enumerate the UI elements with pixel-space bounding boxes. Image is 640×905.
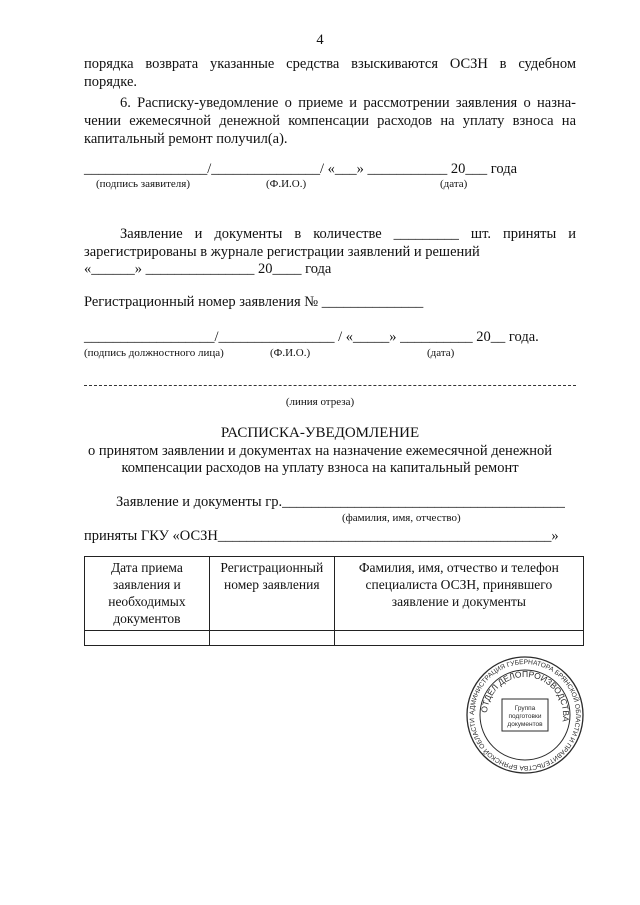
cut-line [84, 385, 576, 386]
cut-line-caption: (линия отреза) [285, 396, 355, 408]
receipt-accepted-by-line: приняты ГКУ «ОСЗН______________________________________________» [84, 528, 559, 544]
para-top-line-1: порядка возврата указанные средства взыскиваются ОСЗН в судебном [84, 56, 576, 72]
receipt-title: РАСПИСКА-УВЕДОМЛЕНИЕ [220, 425, 420, 441]
department-stamp-seal [445, 654, 605, 776]
accepted-line-1: Заявление и документы в количестве _________ шт. приняты и [120, 226, 576, 242]
stamp-ring-text: АДМИНИСТРАЦИЯ ГУБЕРНАТОРА БРЯНСКОЙ ОБЛАСТИ И ПРАВИТЕЛЬСТВА БРЯНСКОЙ ОБЛАСТИ [468, 658, 582, 772]
receipt-docs-from-line: Заявление и документы гр._______________________________________ [116, 494, 565, 510]
stamp-inner-text: ОТДЕЛ ДЕЛОПРОИЗВОДСТВА [478, 668, 572, 723]
accepted-line-3: «______» _______________ 20____ года [84, 261, 332, 277]
receipt-fio-caption: (фамилия, имя, отчество) [342, 512, 461, 524]
caption-applicant-date: (дата) [440, 178, 468, 190]
caption-official-fio: (Ф.И.О.) [270, 347, 311, 359]
header-specialist-line-1: Фамилия, имя, отчество и телефон [358, 560, 559, 575]
empty-cell-date[interactable] [85, 631, 210, 646]
header-date-line-3: необходимых [108, 594, 186, 609]
receipt-table-header-row [85, 557, 584, 631]
accepted-line-2: зарегистрированы в журнале регистрации заявлений и решений [84, 244, 480, 260]
header-date-line-2: заявления и [113, 577, 181, 592]
receipt-table-empty-row [85, 631, 584, 646]
official-signature-line: __________________/________________ / «_____» __________ 20__ года. [84, 329, 539, 345]
registration-number-line: Регистрационный номер заявления № ______________ [84, 294, 424, 310]
empty-cell-specialist[interactable] [334, 631, 583, 646]
para6-line-1: 6. Расписку-уведомление о приеме и рассмотрении заявления о назна- [120, 95, 576, 111]
header-specialist-line-3: заявление и документы [391, 594, 526, 609]
stamp-box-line-3: документов [507, 721, 543, 728]
stamp-box-line-1: Группа [514, 705, 536, 712]
receipt-table [84, 556, 584, 646]
caption-official-date: (дата) [427, 347, 455, 359]
header-registration-number [209, 557, 334, 631]
caption-applicant-signature: (подпись заявителя) [96, 178, 191, 190]
stamp-box-line-2: подготовки [508, 713, 542, 720]
header-specialist [334, 557, 583, 631]
header-reg-line-1: Регистрационный [220, 560, 324, 575]
receipt-subtitle-line-2: компенсации расходов на уплату взноса на капитальный ремонт [121, 460, 519, 476]
header-reg-line-2: номер заявления [224, 577, 320, 592]
header-date-received [85, 557, 210, 631]
page-number: 4 [316, 32, 324, 48]
header-date-line-1: Дата приема [110, 560, 183, 575]
header-date-line-4: документов [113, 611, 181, 626]
caption-applicant-fio: (Ф.И.О.) [266, 178, 307, 190]
caption-official-signature: (подпись должностного лица) [84, 347, 224, 359]
header-specialist-line-2: специалиста ОСЗН, принявшего [365, 577, 553, 592]
receipt-subtitle-line-1: о принятом заявлении и документах на назначение ежемесячной денежной [87, 443, 553, 459]
para-top-line-2: порядке. [84, 74, 138, 90]
empty-cell-reg-number[interactable] [209, 631, 334, 646]
applicant-signature-line: _________________/_______________/ «___» ___________ 20___ года [84, 161, 518, 177]
para6-line-2: чении ежемесячной денежной компенсации расходов на уплату взноса на [84, 113, 576, 129]
para6-line-3: капитальный ремонт получил(а). [84, 131, 288, 147]
